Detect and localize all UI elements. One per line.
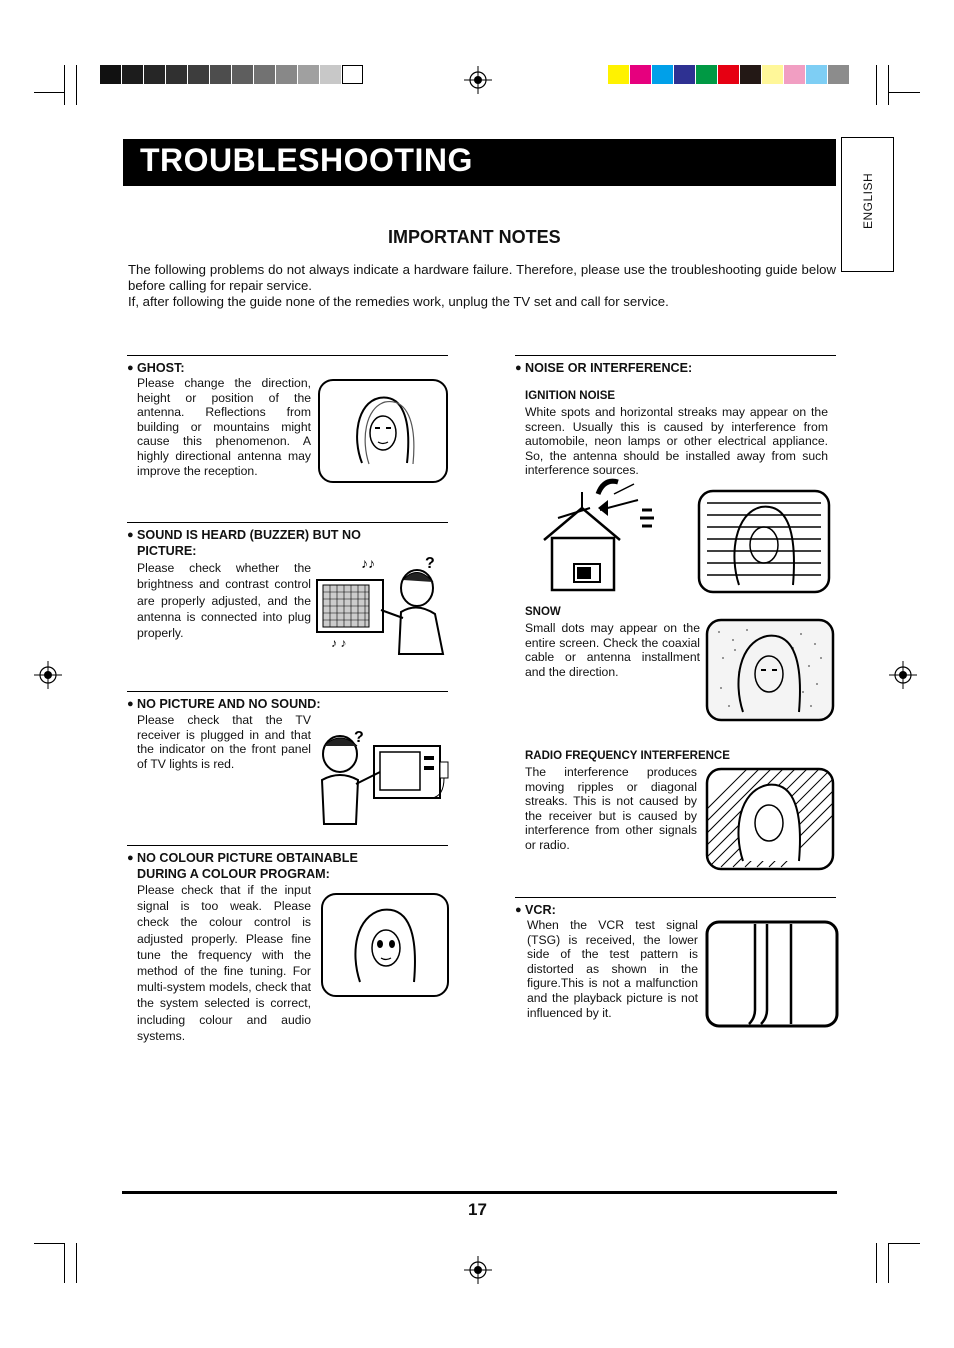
section-divider xyxy=(127,845,448,846)
noise-section-title: ● NOISE OR INTERFERENCE: xyxy=(515,361,693,375)
vcr-section-body: When the VCR test signal (TSG) is received, the lower side of the test pattern is distorted as shown in the figure.This is not a malfunction and the playback picture is not influenced by it. xyxy=(527,918,698,1020)
registration-target-icon xyxy=(34,661,62,689)
notes-paragraph-1: The following problems do not always indicate a hardware failure. Therefore, please use the troubleshooting guide below before calling for repair service. xyxy=(128,262,836,293)
registration-target-icon xyxy=(889,661,917,689)
vcr-section-title: ● VCR: xyxy=(515,903,556,917)
svg-text:?: ? xyxy=(425,555,435,572)
buzzer-tv-man-illustration xyxy=(313,552,448,656)
gray-swatch xyxy=(188,65,209,84)
no-picture-no-sound-section-body: Please check that the TV receiver is plugged in and that the indicator on the front panel of TV lights is red. xyxy=(137,713,311,771)
ghost-face-illustration xyxy=(317,378,449,484)
bullet-icon: ● xyxy=(127,852,134,864)
gray-swatch xyxy=(342,65,363,84)
registration-target-icon xyxy=(464,66,492,94)
crop-mark xyxy=(34,1243,64,1244)
color-swatch xyxy=(718,65,739,84)
gray-swatch xyxy=(122,65,143,84)
sound-no-picture-section-body: Please check whether the brightness and contrast control are properly adjusted, and the antenna is connected into plug properly. xyxy=(137,561,311,641)
gray-swatch xyxy=(166,65,187,84)
vcr-test-pattern-illustration xyxy=(705,920,839,1028)
gray-swatch xyxy=(210,65,231,84)
house-antenna-illustration xyxy=(538,478,663,594)
crop-mark xyxy=(76,65,77,105)
crop-mark xyxy=(76,1243,77,1283)
no-colour-section-title: ● NO COLOUR PICTURE OBTAINABLE DURING A COLOUR PROGRAM: xyxy=(127,851,358,881)
notes-title: IMPORTANT NOTES xyxy=(388,227,561,247)
colour-face-illustration xyxy=(320,892,450,998)
svg-text:♪♪: ♪♪ xyxy=(361,555,375,571)
gray-swatch xyxy=(320,65,341,84)
gray-swatch xyxy=(144,65,165,84)
gray-swatch xyxy=(232,65,253,84)
ignition-noise-title: IGNITION NOISE xyxy=(525,390,616,402)
gray-swatch xyxy=(298,65,319,84)
section-divider xyxy=(515,897,836,898)
color-swatch xyxy=(828,65,849,84)
crop-mark xyxy=(876,1243,877,1283)
notes-intro xyxy=(128,262,836,310)
crop-mark xyxy=(34,92,64,93)
registration-target-icon xyxy=(464,1256,492,1284)
ignition-noise-tv-illustration xyxy=(697,489,831,594)
color-swatch xyxy=(652,65,673,84)
page-title: TROUBLESHOOTING xyxy=(140,142,473,178)
gray-swatch xyxy=(100,65,121,84)
snow-tv-illustration xyxy=(705,618,835,722)
crop-mark xyxy=(888,65,889,105)
snow-title: SNOW xyxy=(525,606,561,618)
page-number: 17 xyxy=(468,1200,487,1219)
gray-swatch xyxy=(276,65,297,84)
bullet-icon: ● xyxy=(127,529,134,541)
rf-interference-body: The interference produces moving ripples or diagonal streaks. This is not caused by the receiver but is caused by interference from other signals or radio. xyxy=(525,765,697,852)
bullet-icon: ● xyxy=(515,362,522,374)
no-colour-section-body: Please check that if the input signal is too weak. Please check the colour control is adjusted properly. Please fine tune the frequency with the method of the fine tuning. For multi-system models, check that the system selected is correct, including colour and audio systems. xyxy=(137,883,311,1043)
color-swatch xyxy=(630,65,651,84)
boy-with-tv-illustration xyxy=(314,726,454,826)
bullet-icon: ● xyxy=(127,698,134,710)
ghost-section-body: Please change the direction, height or position of the antenna. Reflections from building or mountains might cause this phenomenon. A highly directional antenna may improve the reception. xyxy=(137,376,311,478)
gray-swatch xyxy=(254,65,275,84)
rf-interference-tv-illustration xyxy=(705,767,835,871)
section-divider xyxy=(127,522,448,523)
color-swatch xyxy=(784,65,805,84)
bullet-icon: ● xyxy=(127,362,134,374)
crop-mark xyxy=(876,65,877,105)
color-swatch xyxy=(762,65,783,84)
crop-mark xyxy=(888,1243,920,1244)
color-swatch xyxy=(608,65,629,84)
crop-mark xyxy=(888,92,920,93)
language-tab-label: ENGLISH xyxy=(861,172,875,229)
color-swatch xyxy=(674,65,695,84)
section-divider xyxy=(127,355,448,356)
notes-paragraph-2: If, after following the guide none of the remedies work, unplug the TV set and call for service. xyxy=(128,294,669,309)
bullet-icon: ● xyxy=(515,904,522,916)
crop-mark xyxy=(64,1243,65,1283)
color-swatch xyxy=(740,65,761,84)
snow-body: Small dots may appear on the entire screen. Check the coaxial cable or antenna installment and the direction. xyxy=(525,621,700,679)
section-divider xyxy=(127,691,448,692)
no-picture-no-sound-section-title: ● NO PICTURE AND NO SOUND: xyxy=(127,697,321,711)
color-swatch xyxy=(696,65,717,84)
color-swatch xyxy=(806,65,827,84)
svg-text:♪ ♪: ♪ ♪ xyxy=(331,636,347,650)
sound-no-picture-section-title: ● SOUND IS HEARD (BUZZER) BUT NO PICTURE: xyxy=(127,528,361,558)
crop-mark xyxy=(64,65,65,105)
ignition-noise-body: White spots and horizontal streaks may appear on the screen. Usually this is caused by interference from automobile, neon lamps or other electrical appliance. So, the antenna should be installed away from such interference sources. xyxy=(525,405,828,478)
ghost-section-title: ● GHOST: xyxy=(127,361,185,375)
footer-rule xyxy=(122,1191,837,1194)
svg-text:?: ? xyxy=(354,729,364,746)
crop-mark xyxy=(888,1243,889,1283)
rf-interference-title: RADIO FREQUENCY INTERFERENCE xyxy=(525,750,730,762)
section-divider xyxy=(515,355,836,356)
